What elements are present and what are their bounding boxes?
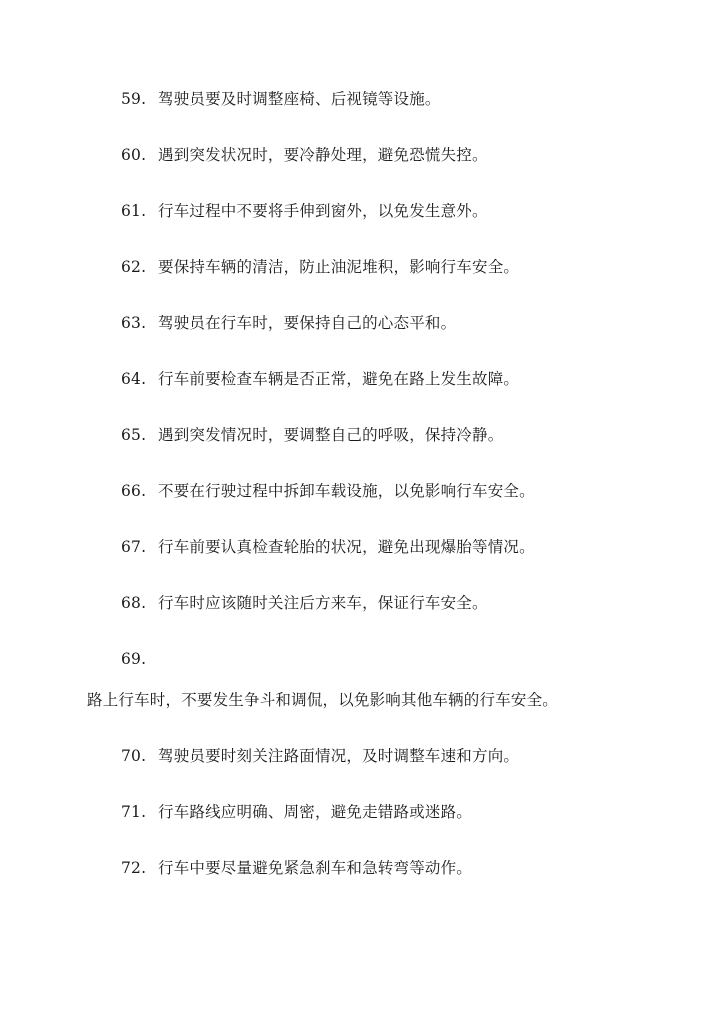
list-item xyxy=(121,802,472,822)
item-number: 63. xyxy=(121,314,147,332)
list-item xyxy=(121,537,535,557)
list-item xyxy=(121,89,441,109)
item-number: 72. xyxy=(121,859,147,877)
list-item xyxy=(121,145,488,165)
item-text: 遇到突发状况时，要冷静处理，避免恐慌失控。 xyxy=(158,146,488,164)
item-text: 行车中要尽量避免紧急刹车和急转弯等动作。 xyxy=(158,859,473,877)
item-text: 行车过程中不要将手伸到窗外，以免发生意外。 xyxy=(158,202,488,220)
item-number: 67. xyxy=(121,538,147,556)
item-number: 70. xyxy=(121,747,147,765)
list-item xyxy=(121,481,535,501)
item-text: 遇到突发情况时，要调整自己的呼吸，保持冷静。 xyxy=(158,426,504,444)
item-text: 行车路线应明确、周密，避免走错路或迷路。 xyxy=(158,803,473,821)
item-number: 60. xyxy=(121,146,147,164)
item-number: 65. xyxy=(121,426,147,444)
item-number: 61. xyxy=(121,202,147,220)
list-item-continuation xyxy=(87,690,558,710)
item-text: 驾驶员要时刻关注路面情况，及时调整车速和方向。 xyxy=(158,747,520,765)
item-text: 路上行车时，不要发生争斗和调侃，以免影响其他车辆的行车安全。 xyxy=(87,691,559,709)
list-item xyxy=(121,593,488,613)
item-number: 69. xyxy=(121,650,147,668)
list-item xyxy=(121,257,519,277)
list-item xyxy=(121,369,519,389)
list-item xyxy=(121,313,456,333)
list-item xyxy=(121,425,503,445)
item-number: 68. xyxy=(121,594,147,612)
item-text: 要保持车辆的清洁，防止油泥堆积，影响行车安全。 xyxy=(158,258,520,276)
list-item xyxy=(121,746,519,766)
item-text: 驾驶员在行车时，要保持自己的心态平和。 xyxy=(158,314,457,332)
list-item xyxy=(121,858,472,878)
item-number: 66. xyxy=(121,482,147,500)
item-number: 71. xyxy=(121,803,147,821)
item-number: 59. xyxy=(121,90,147,108)
item-number: 62. xyxy=(121,258,147,276)
list-item xyxy=(121,201,488,221)
item-text: 不要在行驶过程中拆卸车载设施，以免影响行车安全。 xyxy=(158,482,535,500)
item-text: 行车前要认真检查轮胎的状况，避免出现爆胎等情况。 xyxy=(158,538,535,556)
list-item-number-only xyxy=(121,649,146,669)
item-number: 64. xyxy=(121,370,147,388)
item-text: 行车时应该随时关注后方来车，保证行车安全。 xyxy=(158,594,488,612)
item-text: 行车前要检查车辆是否正常，避免在路上发生故障。 xyxy=(158,370,520,388)
item-text: 驾驶员要及时调整座椅、后视镜等设施。 xyxy=(158,90,441,108)
